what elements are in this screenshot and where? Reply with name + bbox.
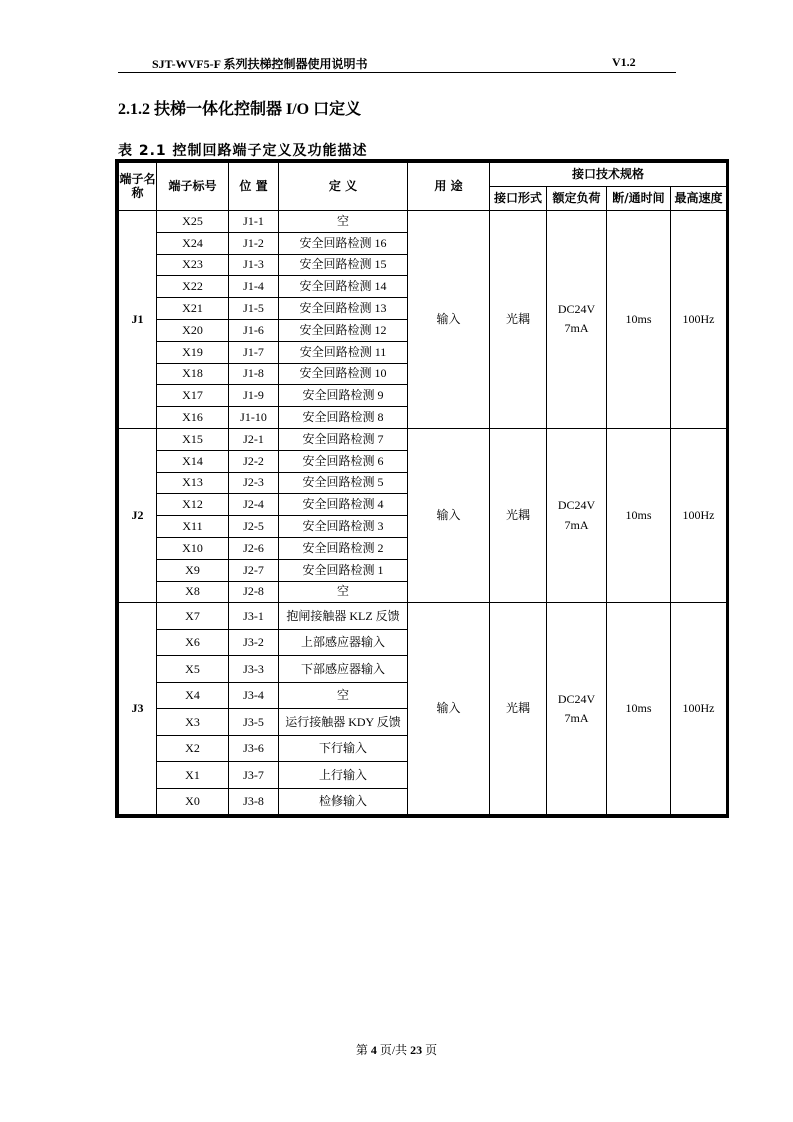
position-cell: J3-5 (229, 709, 279, 736)
rated-load-current: 7mA (564, 517, 589, 532)
terminal-group-name: J1 (119, 211, 157, 429)
header-usage: 用 途 (408, 163, 490, 211)
interface-type-cell: 光耦 (490, 211, 547, 429)
position-cell: J2-6 (229, 537, 279, 559)
max-speed-cell: 100Hz (671, 603, 727, 815)
definition-cell: 安全回路检测 5 (279, 472, 408, 494)
definition-cell: 安全回路检测 8 (279, 407, 408, 429)
interface-type-cell: 光耦 (490, 428, 547, 602)
position-cell: J1-6 (229, 319, 279, 341)
terminal-number-cell: X20 (157, 319, 229, 341)
terminal-group-name: J3 (119, 603, 157, 815)
footer-middle: 页/共 (379, 1043, 408, 1057)
terminal-number-cell: X21 (157, 298, 229, 320)
terminal-number-cell: X9 (157, 559, 229, 581)
rated-load-voltage: DC24V (557, 498, 596, 513)
on-off-time-cell: 10ms (607, 603, 671, 815)
terminal-number-cell: X18 (157, 363, 229, 385)
terminal-number-cell: X17 (157, 385, 229, 407)
table-caption: 表 2.1 控制回路端子定义及功能描述 (118, 143, 368, 159)
on-off-time-cell: 10ms (607, 211, 671, 429)
position-cell: J1-2 (229, 232, 279, 254)
position-cell: J3-2 (229, 629, 279, 656)
terminal-number-cell: X2 (157, 735, 229, 762)
max-speed-cell: 100Hz (671, 428, 727, 602)
definition-cell: 安全回路检测 12 (279, 319, 408, 341)
terminal-number-cell: X13 (157, 472, 229, 494)
terminal-number-cell: X1 (157, 762, 229, 789)
definition-cell: 安全回路检测 14 (279, 276, 408, 298)
rated-load-current: 7mA (564, 321, 589, 336)
header-terminal-no: 端子标号 (157, 163, 229, 211)
position-cell: J2-3 (229, 472, 279, 494)
position-cell: J3-4 (229, 682, 279, 709)
section-title: 2.1.2 扶梯一体化控制器 I/O 口定义 (118, 101, 362, 118)
definition-cell: 安全回路检测 10 (279, 363, 408, 385)
position-cell: J1-4 (229, 276, 279, 298)
terminal-number-cell: X25 (157, 211, 229, 233)
definition-cell: 安全回路检测 15 (279, 254, 408, 276)
max-speed-cell: 100Hz (671, 211, 727, 429)
io-definition-table (118, 162, 727, 815)
definition-cell: 空 (279, 581, 408, 603)
position-cell: J2-1 (229, 428, 279, 450)
terminal-number-cell: X6 (157, 629, 229, 656)
definition-cell: 运行接触器 KDY 反馈 (279, 709, 408, 736)
definition-cell: 空 (279, 682, 408, 709)
terminal-number-cell: X3 (157, 709, 229, 736)
definition-cell: 抱闸接触器 KLZ 反馈 (279, 603, 408, 630)
terminal-number-cell: X22 (157, 276, 229, 298)
position-cell: J1-8 (229, 363, 279, 385)
footer-suffix: 页 (425, 1043, 438, 1057)
position-cell: J1-5 (229, 298, 279, 320)
position-cell: J2-2 (229, 450, 279, 472)
footer-prefix: 第 (355, 1043, 368, 1057)
rated-load-current: 7mA (564, 710, 589, 725)
position-cell: J1-10 (229, 407, 279, 429)
header-position: 位 置 (229, 163, 279, 211)
terminal-number-cell: X19 (157, 341, 229, 363)
header-on-off-time: 断/通时间 (607, 187, 671, 211)
header-max-speed: 最高速度 (671, 187, 727, 211)
position-cell: J3-3 (229, 656, 279, 683)
definition-cell: 安全回路检测 6 (279, 450, 408, 472)
header-definition: 定 义 (279, 163, 408, 211)
terminal-number-cell: X24 (157, 232, 229, 254)
terminal-number-cell: X11 (157, 516, 229, 538)
terminal-number-cell: X23 (157, 254, 229, 276)
rated-load-cell (547, 211, 607, 429)
terminal-number-cell: X12 (157, 494, 229, 516)
footer-total-pages: 23 (410, 1043, 423, 1057)
definition-cell: 上部感应器输入 (279, 629, 408, 656)
definition-cell: 上行输入 (279, 762, 408, 789)
definition-cell: 安全回路检测 16 (279, 232, 408, 254)
rated-load-cell (547, 603, 607, 815)
header-interface-type: 接口形式 (490, 187, 547, 211)
terminal-number-cell: X7 (157, 603, 229, 630)
terminal-group-name: J2 (119, 428, 157, 602)
table-row (119, 211, 727, 233)
rated-load-cell (547, 428, 607, 602)
position-cell: J2-4 (229, 494, 279, 516)
rated-load-voltage: DC24V (557, 302, 596, 317)
table-row (119, 428, 727, 450)
table-body (119, 211, 727, 815)
terminal-number-cell: X15 (157, 428, 229, 450)
io-table-frame (115, 159, 729, 818)
definition-cell: 下行输入 (279, 735, 408, 762)
header-rule (118, 72, 676, 73)
definition-cell: 安全回路检测 2 (279, 537, 408, 559)
interface-type-cell: 光耦 (490, 603, 547, 815)
terminal-number-cell: X8 (157, 581, 229, 603)
position-cell: J3-8 (229, 788, 279, 815)
position-cell: J2-5 (229, 516, 279, 538)
terminal-number-cell: X10 (157, 537, 229, 559)
definition-cell: 下部感应器输入 (279, 656, 408, 683)
header-spec-group: 接口技术规格 (490, 163, 727, 187)
position-cell: J2-7 (229, 559, 279, 581)
definition-cell: 空 (279, 211, 408, 233)
header-version: V1.2 (612, 55, 636, 69)
header-rated-load: 额定负荷 (547, 187, 607, 211)
terminal-number-cell: X4 (157, 682, 229, 709)
definition-cell: 安全回路检测 11 (279, 341, 408, 363)
position-cell: J3-1 (229, 603, 279, 630)
definition-cell: 安全回路检测 3 (279, 516, 408, 538)
table-row (119, 603, 727, 630)
definition-cell: 安全回路检测 9 (279, 385, 408, 407)
definition-cell: 检修输入 (279, 788, 408, 815)
position-cell: J1-9 (229, 385, 279, 407)
position-cell: J1-1 (229, 211, 279, 233)
usage-cell: 输入 (408, 603, 490, 815)
footer-page-number: 4 (370, 1043, 377, 1057)
page-footer (0, 1041, 793, 1058)
rated-load-voltage: DC24V (557, 691, 596, 706)
terminal-number-cell: X14 (157, 450, 229, 472)
position-cell: J3-7 (229, 762, 279, 789)
definition-cell: 安全回路检测 13 (279, 298, 408, 320)
header-terminal-name: 端子名称 (119, 163, 157, 211)
definition-cell: 安全回路检测 7 (279, 428, 408, 450)
terminal-number-cell: X5 (157, 656, 229, 683)
position-cell: J1-7 (229, 341, 279, 363)
terminal-number-cell: X0 (157, 788, 229, 815)
usage-cell: 输入 (408, 428, 490, 602)
usage-cell: 输入 (408, 211, 490, 429)
position-cell: J2-8 (229, 581, 279, 603)
position-cell: J1-3 (229, 254, 279, 276)
on-off-time-cell: 10ms (607, 428, 671, 602)
terminal-number-cell: X16 (157, 407, 229, 429)
definition-cell: 安全回路检测 4 (279, 494, 408, 516)
header-title: SJT-WVF5-F 系列扶梯控制器使用说明书 (152, 57, 368, 71)
definition-cell: 安全回路检测 1 (279, 559, 408, 581)
position-cell: J3-6 (229, 735, 279, 762)
